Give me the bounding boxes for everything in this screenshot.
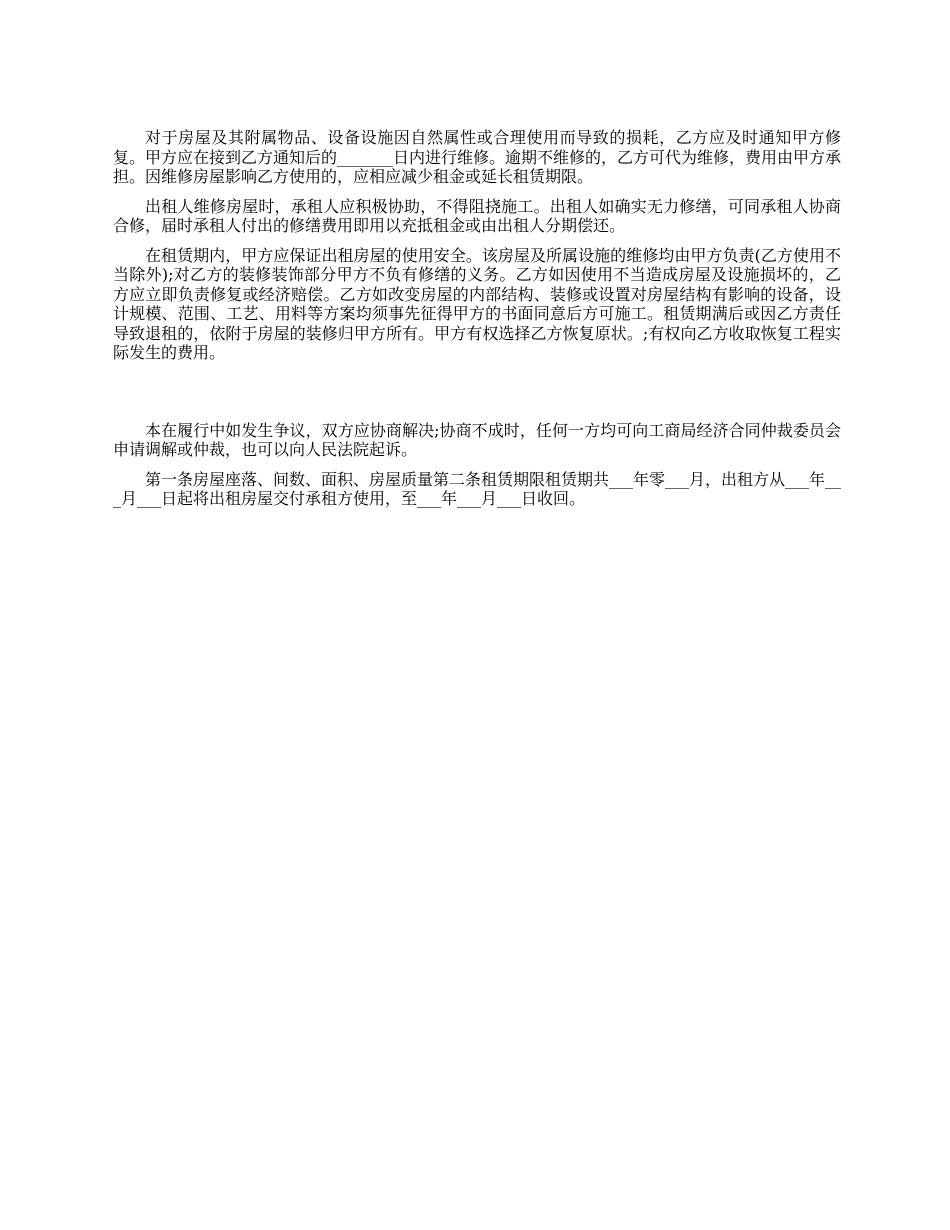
paragraph-lessor-repair: 出租人维修房屋时，承租人应积极协助，不得阻挠施工。出租人如确实无力修缮，可同承租人协商合修，届时承租人付出的修缮费用即用以充抵租金或由出租人分期偿还。	[113, 196, 841, 235]
paragraph-safety-maintenance: 在租赁期内，甲方应保证出租房屋的使用安全。该房屋及所属设施的维修均由甲方负责(乙方使用不当除外);对乙方的装修装饰部分甲方不负有修缮的义务。乙方如因使用不当造成房屋及设施损坏的，乙方应立即负责修复或经济赔偿。乙方如改变房屋的内部结构、装修或设置对房屋结构有影响的设备，设计规模、范围、工艺、用料等方案均须事先征得甲方的书面同意后方可施工。租赁期满后或因乙方责任导致退租的，依附于房屋的装修归甲方所有。甲方有权选择乙方恢复原状。;有权向乙方收取恢复工程实际发生的费用。	[113, 245, 841, 362]
paragraph-repair-obligation: 对于房屋及其附属物品、设备设施因自然属性或合理使用而导致的损耗，乙方应及时通知甲方修复。甲方应在接到乙方通知后的_______日内进行维修。逾期不维修的，乙方可代为维修，费用由甲方承担。因维修房屋影响乙方使用的，应相应减少租金或延长租赁期限。	[113, 128, 842, 186]
paragraph-dispute-resolution: 本在履行中如发生争议，双方应协商解决;协商不成时，任何一方均可向工商局经济合同仲裁委员会申请调解或仲裁，也可以向人民法院起诉。	[113, 420, 841, 459]
document-body	[113, 128, 841, 519]
paragraph-lease-term: 第一条房屋座落、间数、面积、房屋质量第二条租赁期限租赁期共___年零___月，出租方从___年___月___日起将出租房屋交付承租方使用，至___年___月___日收回。	[113, 469, 842, 508]
paragraph-spacer	[113, 373, 841, 421]
